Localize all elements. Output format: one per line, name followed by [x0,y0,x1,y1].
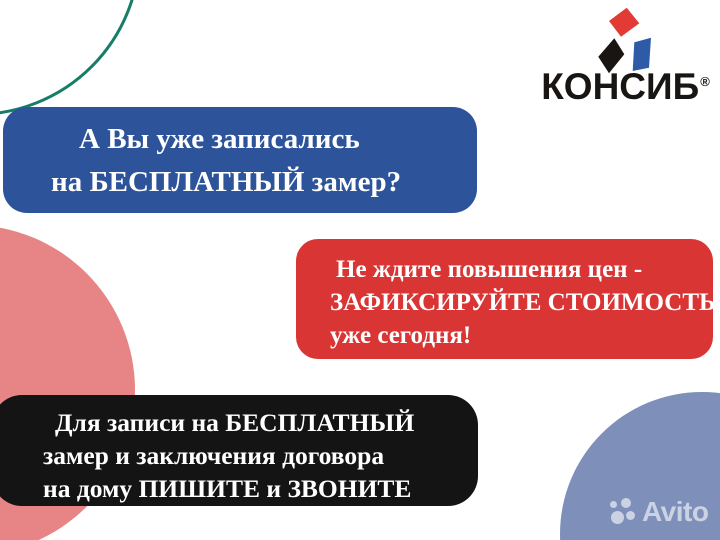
urgency-banner-line-1: Не ждите повышения цен - [336,256,643,283]
question-banner-line-1: А Вы уже записались [79,123,360,155]
brand-logo [538,0,713,110]
cta-banner-line-2: замер и заключения договора [43,441,385,470]
brand-name-text: КОНСИБ [541,66,700,107]
registered-trademark: ® [700,73,710,89]
avito-logo-dot-icon [611,511,624,524]
urgency-banner [296,239,716,359]
question-banner-line-2: на БЕСПЛАТНЫЙ замер? [51,166,402,198]
urgency-banner-line-2: ЗАФИКСИРУЙТЕ СТОИМОСТЬ [330,289,716,316]
logo-mark-icon [595,4,653,74]
teal-ring-decoration [0,0,141,116]
cta-banner [0,395,478,506]
avito-logo-dot-icon [626,511,635,520]
avito-wordmark: Avito [642,496,709,527]
avito-logo-dot-icon [621,498,631,508]
urgency-banner-line-3: уже сегодня! [330,322,472,349]
avito-watermark [606,494,716,534]
cta-banner-line-1: Для записи на БЕСПЛАТНЫЙ [55,408,415,437]
avito-logo-dot-icon [610,501,617,508]
question-banner [3,107,477,213]
cta-banner-line-3: на дому ПИШИТЕ и ЗВОНИТЕ [43,474,412,503]
brand-name [538,68,713,106]
